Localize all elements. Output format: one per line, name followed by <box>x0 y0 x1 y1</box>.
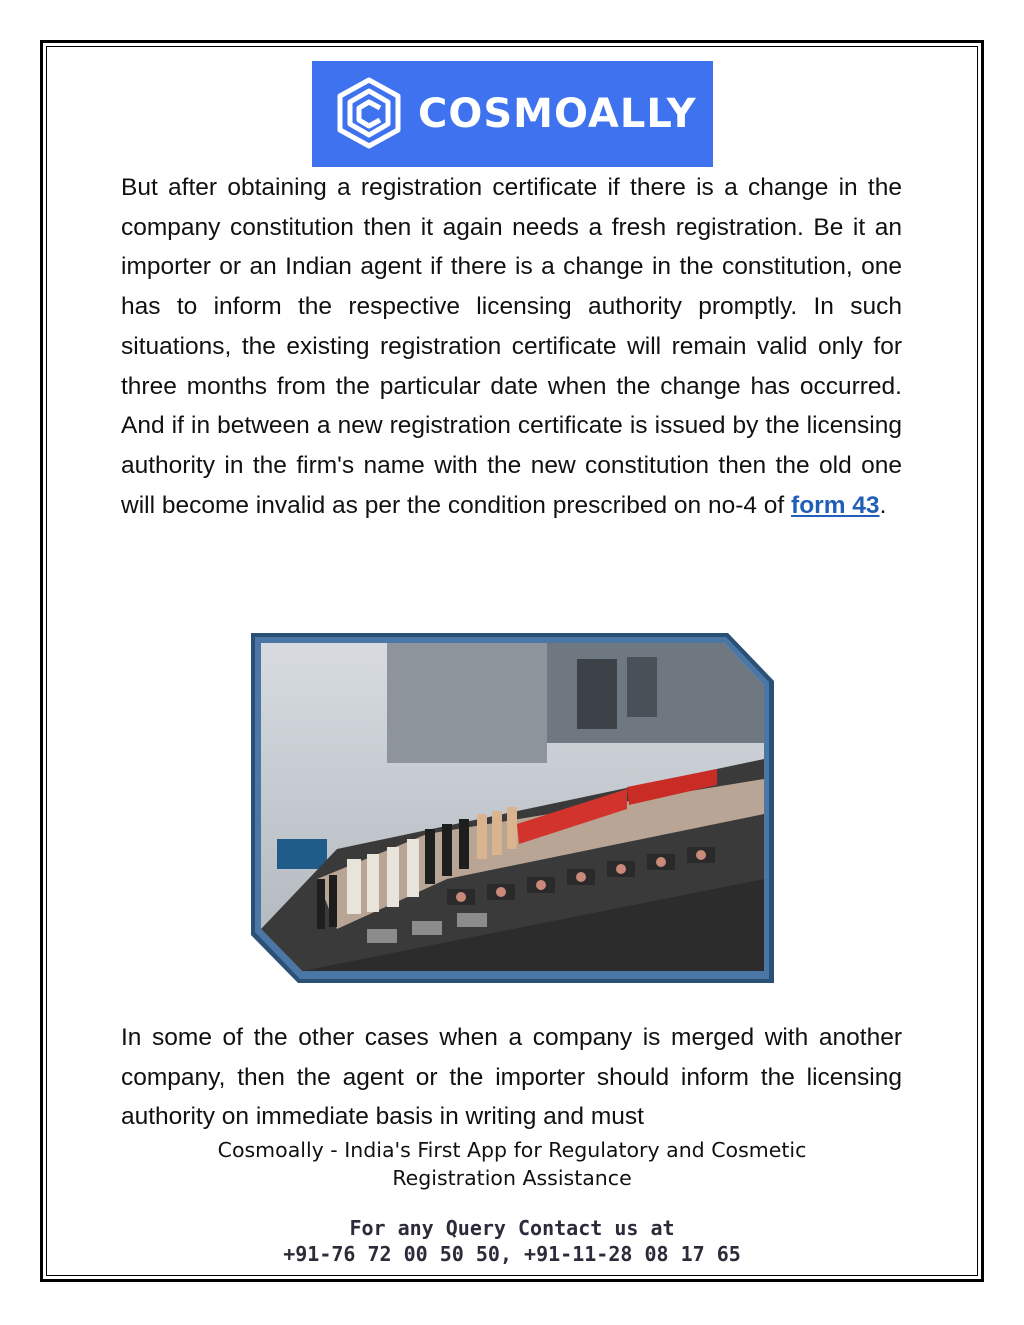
form-43-link[interactable]: form 43 <box>791 491 880 519</box>
footer-tagline-1: Cosmoally - India's First App for Regulatory and Cosmetic <box>217 1138 807 1162</box>
footer-phone-numbers: +91-76 72 00 50 50, +91-11-28 08 17 65 <box>283 1242 741 1266</box>
cosmetics-store-photo <box>247 629 778 987</box>
paragraph-1-text: But after obtaining a registration certificate if there is a change in the company constitution then it again needs a fresh registration. Be it an importer or an Indian agent if there is a change in the constitution, one has to inform the respective licensing authority promptly. In such situations, the existing registration certificate will remain valid only for three months from the particular date when the change has occurred. And if in between a new registration certificate is issued by the licensing authority in the firm's name with the new constitution then the old one will become invalid as per the condition prescribed on no-4 of <box>121 174 902 519</box>
paragraph-2: In some of the other cases when a company is merged with another company, then the agent or the importer should inform the licensing authority on immediate basis in writing and must <box>121 1024 902 1131</box>
hexagon-logo-icon <box>334 75 404 153</box>
paragraph-1 <box>121 168 902 525</box>
cosmoally-logo <box>312 61 713 167</box>
footer-contact-label: For any Query Contact us at <box>349 1216 675 1240</box>
logo-text: COSMOALLY <box>418 91 697 137</box>
footer-tagline-2: Registration Assistance <box>392 1166 632 1190</box>
paragraph-1-end: . <box>879 491 887 519</box>
